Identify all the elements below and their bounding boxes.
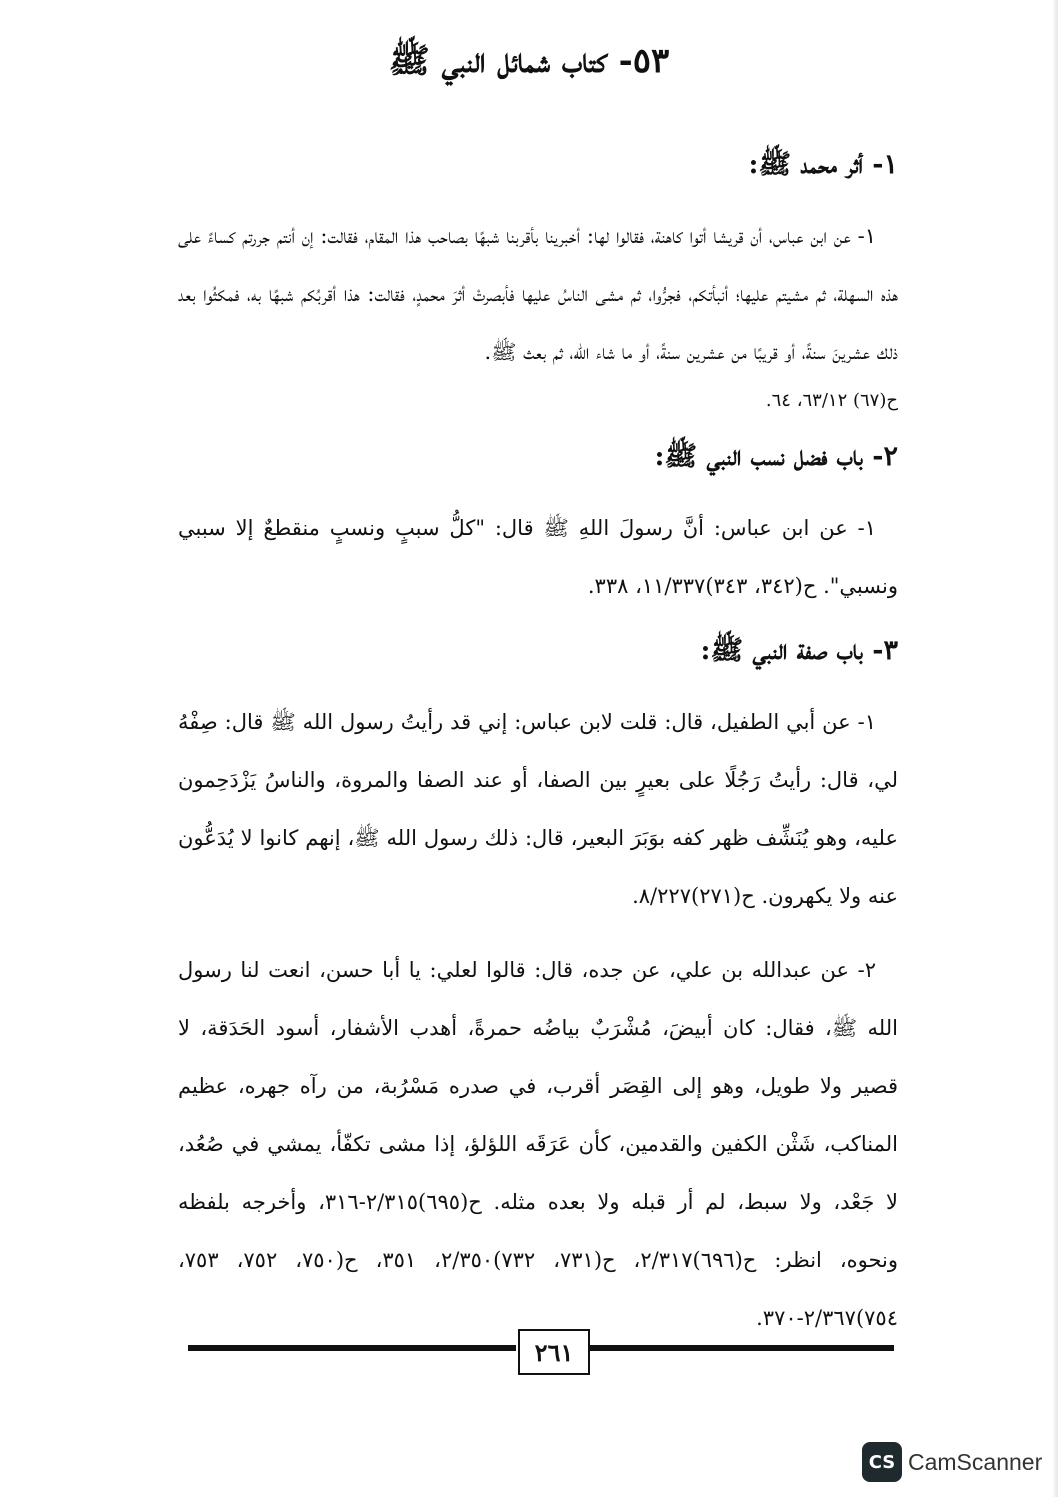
hadith-paragraph: ١- عن ابن عباس، أن قريشا أتوا كاهنة، فقالوا لها: أخبرينا بأقربنا شبهًا بصاحب هذا المقام، فقالت: إن أنتم جررتم كساءً على هذه السهلة، ثم مشيتم عليها؛ أنبأتكم، فجرُّوا، ثم مشى الناسُ عليها فأبصرتْ أثرَ محمدٍ، فقالت: هذا أقربُكم شبهًا به، فمكثُوا بعد ذلك عشرينَ سنةً، أو قريبًا من عشرين سنةً، أو ما شاء الله، ثم بعث ﷺ.: [178, 224, 898, 364]
camscanner-logo-icon: CS: [862, 1442, 902, 1482]
hadith-paragraph: ١- عن أبي الطفيل، قال: قلت لابن عباس: إني قد رأيتُ رسول الله ﷺ قال: صِفْهُ لي، قال: رأيتُ رَجُلًا على بعيرٍ بين الصفا، أو عند الصفا والمروة، والناسُ يَزْدَحِمون عليه، وهو يُنَشِّف ظهر كفه بوَبَرَ البعير، قال: ذلك رسول الله ﷺ، إنهم كانوا لا يُدَعُّون عنه ولا يكهرون. ح(٢٧١)٨/٢٢٧.: [178, 710, 898, 908]
footer-rule-left: [188, 1345, 516, 1351]
page-number: ٢٦١: [518, 1329, 590, 1375]
camscanner-watermark: [862, 1440, 1042, 1484]
chapter-title: ٥٣- كتاب شمائل النبي ﷺ: [388, 41, 670, 81]
section-heading: ٣- باب صفة النبي ﷺ:: [700, 635, 898, 666]
hadith-paragraph: ١- عن ابن عباس: أنَّ رسولَ اللهِ ﷺ قال: "كلُّ سببٍ ونسبٍ منقطعٌ إلا سببي ونسبي". ح(٣٤٢، ٣٤٣)١١/٣٣٧، ٣٣٨.: [178, 516, 898, 598]
section-heading: ١- أثر محمد ﷺ:: [748, 149, 898, 180]
footer-rule-right: [588, 1345, 894, 1351]
section-heading: ٢- باب فضل نسب النبي ﷺ:: [654, 441, 898, 472]
hadith-reference: ح(٦٧) ٦٣/١٢، ٦٤.: [765, 390, 898, 411]
page-content: [178, 145, 898, 1347]
camscanner-name: CamScanner: [908, 1448, 1043, 1475]
page-edge: [1052, 0, 1058, 1497]
hadith-paragraph: ٢- عن عبدالله بن علي، عن جده، قال: قالوا لعلي: يا أبا حسن، انعت لنا رسول الله ﷺ، فقال: كان أبيضَ، مُشْرَبٌ بياضُه حمرةً، أهدب الأشفار، أسود الحَدَقة، لا قصير ولا طويل، وهو إلى القِصَر أقرب، في صدره مَسْرُبة، من رآه جهره، عظيم المناكب، شَثْن الكفين والقدمين، كأن عَرَقَه اللؤلؤ، إذا مشى تكفّأ، يمشي في صُعُد، لا جَعْد، ولا سبط، لم أر قبله ولا بعده مثله. ح(٦٩٥)٢/٣١٥-٣١٦، وأخرجه بلفظه ونحوه، انظر: ح(٦٩٦)٢/٣١٧، ح(٧٣١، ٧٣٢)٢/٣٥٠، ٣٥١، ح(٧٥٠، ٧٥٢، ٧٥٣، ٧٥٤)٢/٣٦٧-٣٧٠.: [178, 958, 899, 1330]
